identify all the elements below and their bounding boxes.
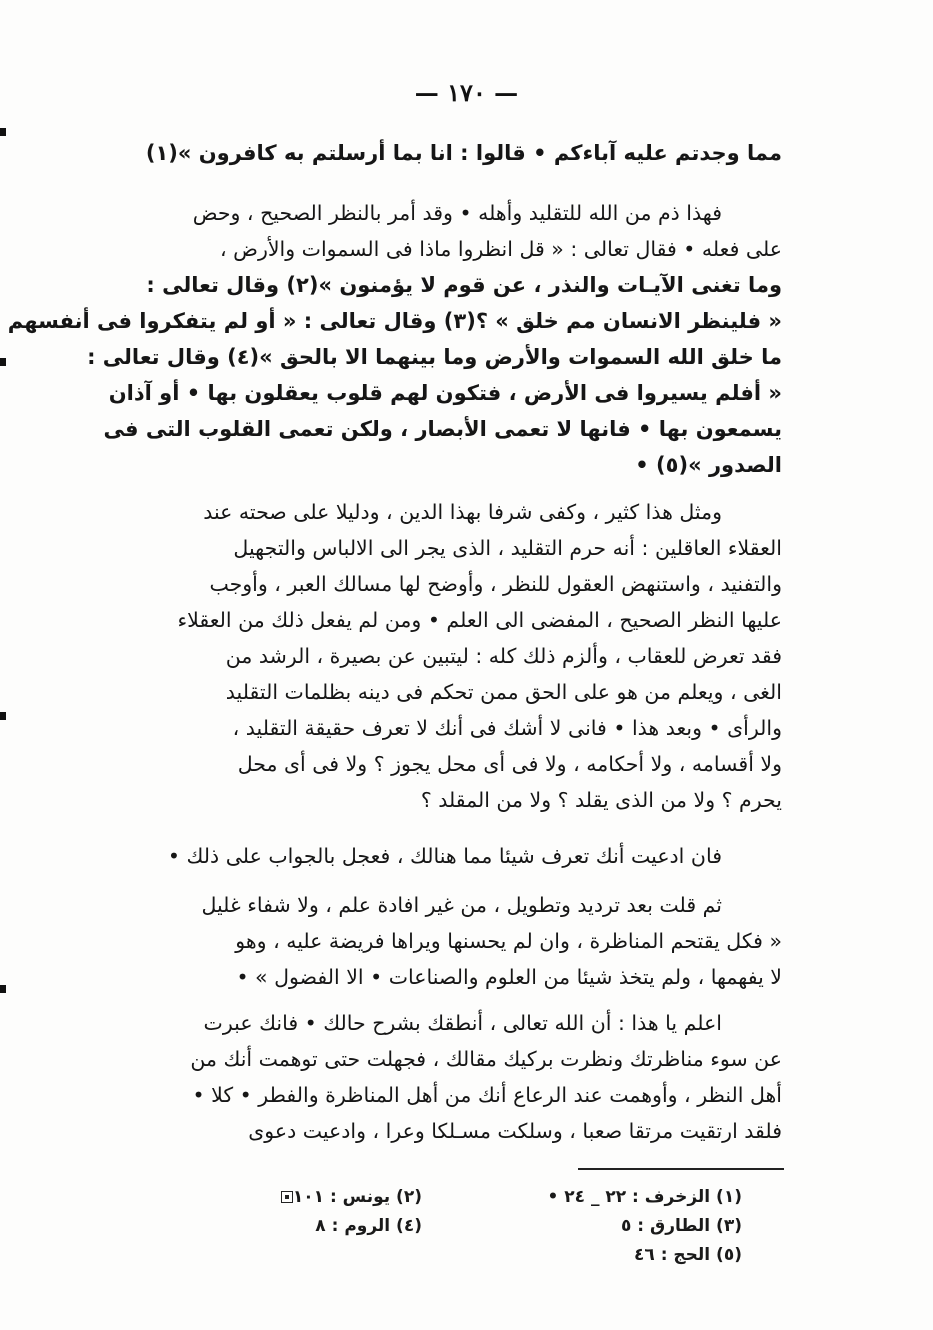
scan-edge-mark [0,985,6,993]
footnote-item: (٣) الطارق : ٥ [620,1216,742,1236]
text-line: مما وجدتم عليه آباءكم • قالوا : انا بما أرسلتم به كافرون »(١) [145,141,782,165]
text-line: الغى ، ويعلم من هو على الحق ممن تحكم فى دينه بظلمات التقليد [225,680,782,704]
text-line: « فكل يقتحم المناظرة ، وان لم يحسنها ويراها فريضة عليه ، وهو [235,929,782,953]
text-line: والتفنيد ، واستنهض العقول للنظر ، وأوضح لها مسالك العبر ، وأوجب [209,572,782,596]
text-line: ثم قلت بعد ترديد وتطويل ، من غير افادة علم ، ولا شفاء غليل [201,893,722,917]
text-line: ما خلق الله السموات والأرض وما بينهما الا بالحق »(٤) وقال تعالى : [87,345,782,369]
text-paragraph [110,838,782,874]
text-paragraph [110,1005,782,1149]
scan-edge-mark [0,128,6,136]
text-line: « أفلم يسيروا فى الأرض ، فتكون لهم قلوب يعقلون بها • أو آذان [108,381,782,405]
text-paragraph [110,887,782,995]
text-line: عن سوء مناظرتك ونظرت بركيك مقالك ، فجهلت حتى توهمت أنك من [190,1047,782,1071]
text-paragraph [110,494,782,818]
footnote-text: (٢) يونس : ١٠١ [292,1187,422,1207]
text-line: على فعله • فقال تعالى : « قل انظروا ماذا فى السموات والأرض ، [220,237,782,261]
text-line: يسمعون بها • فانها لا تعمى الأبصار ، ولكن تعمى القلوب التى فى [103,417,782,441]
scan-edge-mark [0,712,6,720]
text-paragraph [110,135,782,171]
page-number: — ١٧٠ — [414,78,519,107]
footnote-item [202,1183,422,1212]
footnote-item: (٤) الروم : ٨ [315,1216,422,1236]
text-line: فان ادعيت أنك تعرف شيئا مما هنالك ، فعجل بالجواب على ذلك • [167,844,722,868]
ornament-icon [281,1191,293,1203]
text-line: ولا أقسامه ، ولا أحكامه ، ولا فى أى محل يجوز ؟ ولا فى أى محل [237,752,782,776]
text-line: فلقد ارتقيت مرتقا صعبا ، وسلكت مسـلكا وعرا ، وادعيت دعوى [248,1119,782,1143]
text-paragraph [7,195,782,483]
footnote-item: (١) الزخرف : ٢٢ _ ٢٤ • [547,1187,742,1207]
scan-edge-mark [0,358,6,366]
text-line: يحرم ؟ ولا من الذى يقلد ؟ ولا من المقلد ؟ [420,788,782,812]
text-line: أهل النظر ، وأوهمت عند الرعاع أنك من أهل المناظرة والفطر • كلا • [192,1083,782,1107]
text-line: العقلاء العاقلين : أنه حرم التقليد ، الذى يجر الى الالباس والتجهيل [233,536,782,560]
text-line: ومثل هذا كثير ، وكفى شرفا بهذا الدين ، ودليلا على صحته عند [203,500,722,524]
text-line: فهذا ذم من الله للتقليد وأهله • وقد أمر بالنظر الصحيح ، وحض [192,201,722,225]
text-line: فقد تعرض للعقاب ، وألزم ذلك كله : ليتبين عن بصيرة ، الرشد من [225,644,782,668]
footnote-item: (٥) الحج : ٤٦ [634,1245,742,1265]
text-line: عليها النظر الصحيح ، المفضى الى العلم • ومن لم يفعل ذلك من العقلاء [177,608,782,632]
footnotes-column-right [462,1183,742,1270]
text-line: وما تغنى الآيـات والنذر ، عن قوم لا يؤمنون »(٢) وقال تعالى : [146,273,782,297]
text-line: الصدور »(٥) • [635,453,782,477]
footnotes-column-left [202,1183,422,1241]
text-line: اعلم يا هذا : أن الله تعالى ، أنطقك بشرح حالك • فانك عبرت [203,1011,722,1035]
text-line: والرأى • وبعد هذا • فانى لا أشك فى أنك لا تعرف حقيقة التقليد ، [232,716,782,740]
text-line: « فلينظر الانسان مم خلق » ؟(٣) وقال تعالى : « أو لم يتفكروا فى أنفسهم [7,309,782,333]
footnote-separator [578,1168,784,1170]
text-line: لا يفهمها ، ولم يتخذ شيئا من العلوم والصناعات • الا الفضول » • [236,965,782,989]
